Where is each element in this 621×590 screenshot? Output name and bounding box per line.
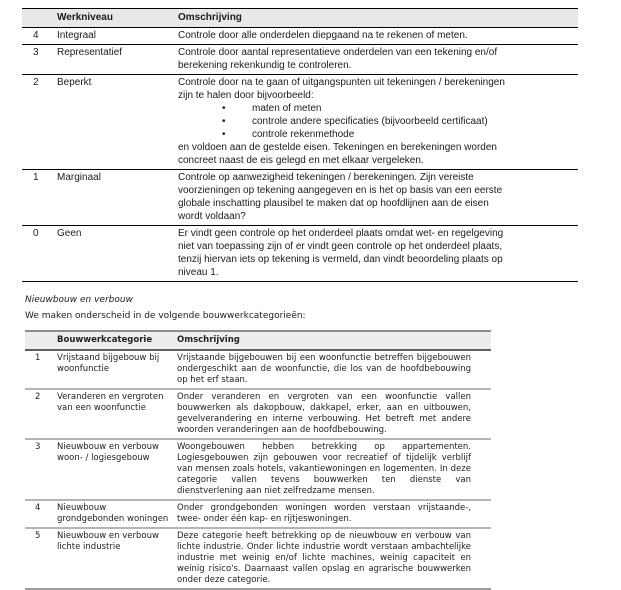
section-heading: Nieuwbouw en verbouw xyxy=(25,295,133,305)
table-row-niveau-4 xyxy=(22,28,578,45)
table-row-categorie-5 xyxy=(25,528,491,589)
category-description: Onder grondgebonden woningen worden verstaan vrijstaande-, twee- onder één kap- en rijtjeswoningen. xyxy=(177,500,491,528)
bullet-item: • controle andere specificaties (bijvoorbeeld certificaat) xyxy=(178,115,514,128)
level-number: 4 xyxy=(22,28,57,45)
bullet-item: • maten of meten xyxy=(178,102,514,115)
table-row-categorie-4 xyxy=(25,500,491,528)
category-description: Deze categorie heeft betrekking op de nieuwbouw en verbouw van lichte industrie. Onder lichte industrie wordt verstaan ambachtelijke industrie met weinig en/of lichte machines, weinig capaciteit en weinig risico's. Daarnaast vallen opslag en agrarische bouwwerken onder deze categorie. xyxy=(177,531,471,585)
header-cell-bouwwerkcategorie: Bouwwerkcategorie xyxy=(57,331,177,350)
header-cell-omschrijving: Omschrijving xyxy=(177,331,491,350)
category-name: Vrijstaand bijgebouw bij woonfunctie xyxy=(57,350,177,389)
level-description xyxy=(178,75,578,170)
level-number: 1 xyxy=(22,170,57,226)
category-number: 3 xyxy=(25,439,57,500)
table-row-categorie-2 xyxy=(25,389,491,439)
level-name: Marginaal xyxy=(57,170,178,226)
category-number: 2 xyxy=(25,389,57,439)
bouwwerkcategorie-table xyxy=(25,330,491,590)
category-description: Onder veranderen en vergroten van een woonfunctie vallen bouwwerken als dakopbouw, dakkapel, erker, aan en uitbouwen, gevelverandering en interne verbouwing. Het betreft met andere woorden veranderingen aan de hoofdbebouwing. xyxy=(177,389,491,439)
level-description: Er vindt geen controle op het onderdeel plaats omdat wet- en regelgeving niet van toepassing zijn of er vindt geen controle op het onderdeel plaats, tenzij hiervan iets op tekening is vermeld, dan vindt beoordeling plaats op niveau 1. xyxy=(178,228,504,278)
header-cell-omschrijving: Omschrijving xyxy=(178,9,578,28)
level-description: Controle op aanwezigheid tekeningen / berekeningen. Zijn vereiste voorzieningen op tekening aangegeven en is het op basis van een eerste globale inschatting plausibel te maken dat op hoofdlijnen aan de eisen wordt voldaan? xyxy=(178,170,578,226)
category-name: Veranderen en vergroten van een woonfunctie xyxy=(57,389,177,439)
header-cell-blank xyxy=(22,9,57,28)
table-row-niveau-1 xyxy=(22,170,578,226)
bouwwerk-header-row xyxy=(25,331,491,350)
header-cell-blank xyxy=(25,331,57,350)
level-description: Controle door alle onderdelen diepgaand na te rekenen of meten. xyxy=(178,28,578,45)
level-number: 2 xyxy=(22,75,57,170)
level-description: Controle door aantal representatieve onderdelen van een tekening en/of berekening rekenkundig te controleren. xyxy=(178,45,578,75)
table-row-niveau-2 xyxy=(22,75,578,170)
description-intro: Controle door na te gaan of uitgangspunten uit tekeningen / berekeningen zijn te halen door bijvoorbeeld: xyxy=(178,77,505,101)
table-row-categorie-1 xyxy=(25,350,491,389)
category-number: 5 xyxy=(35,531,41,541)
category-name: Nieuwbouw en verbouw woon- / logiesgebouw xyxy=(57,439,177,500)
table-row-categorie-3 xyxy=(25,439,491,500)
category-name: Nieuwbouw grondgebonden woningen xyxy=(57,500,177,528)
bullet-item: • controle rekenmethode xyxy=(178,128,514,141)
level-name: Geen xyxy=(57,228,82,239)
level-name: Beperkt xyxy=(57,75,178,170)
category-description: Woongebouwen hebben betrekking op appartementen. Logiesgebouwen zijn gebouwen voor recreatief of tijdelijk verblijf van mensen zoals hotels, vakantiewoningen en logementen. In deze categorie vallen tevens bouwwerken ten dienste van dienstverlening aan niet zelfredzame mensen. xyxy=(177,439,491,500)
level-number: 0 xyxy=(33,228,39,239)
level-name: Integraal xyxy=(57,28,178,45)
level-name: Representatief xyxy=(57,45,178,75)
header-cell-werkniveau: Werkniveau xyxy=(57,9,178,28)
table-row-niveau-3 xyxy=(22,45,578,75)
level-number: 3 xyxy=(22,45,57,75)
section-intro: We maken onderscheid in de volgende bouwwerkcategorieën: xyxy=(25,311,306,321)
category-description: Vrijstaande bijgebouwen bij een woonfunctie betreffen bijgebouwen ondergeschikt aan de woonfunctie, die los van de hoofdbebouwing op het erf staan. xyxy=(177,350,491,389)
table-row-niveau-0 xyxy=(22,226,578,282)
werkniveau-table xyxy=(22,8,578,282)
category-number: 4 xyxy=(25,500,57,528)
category-name: Nieuwbouw en verbouw lichte industrie xyxy=(57,531,159,552)
bullet-list xyxy=(178,102,514,141)
description-outro: en voldoen aan de gestelde eisen. Tekeningen en berekeningen worden concreet naast de eis gelegd en met elkaar vergeleken. xyxy=(178,142,497,166)
werkniveau-header-row xyxy=(22,9,578,28)
category-number: 1 xyxy=(25,350,57,389)
